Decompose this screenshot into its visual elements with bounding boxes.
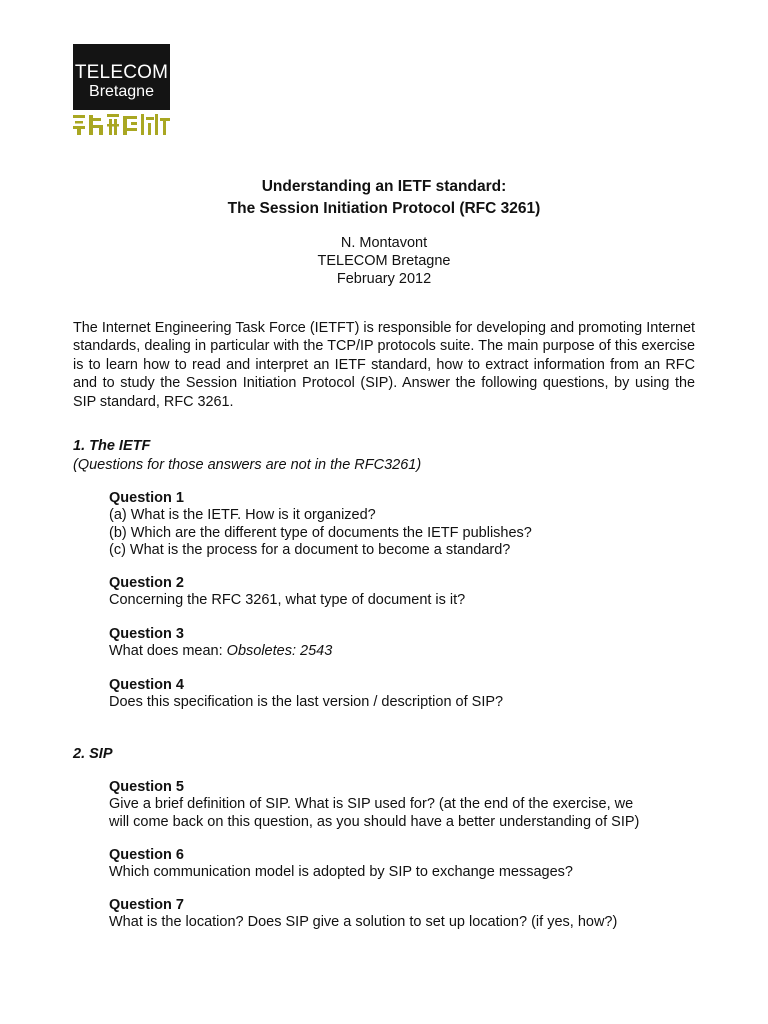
question-5 (109, 778, 709, 831)
question-line: (c) What is the process for a document to become a standard? (109, 542, 511, 558)
question-2 (109, 574, 709, 610)
obsoletes-reference: Obsoletes: 2543 (226, 643, 333, 659)
logo-line2: Bretagne (89, 83, 154, 100)
question-line: Which communication model is adopted by SIP to exchange messages? (109, 864, 573, 880)
question-line: (a) What is the IETF. How is it organized? (109, 507, 376, 523)
author-block (0, 234, 768, 288)
question-7 (109, 896, 709, 932)
question-line (109, 643, 709, 661)
author-institution: TELECOM Bretagne (317, 253, 451, 269)
question-title: Question 1 (109, 490, 184, 506)
logo-line1: TELECOM (74, 62, 169, 83)
title-line-2: The Session Initiation Protocol (RFC 3261) (227, 200, 541, 217)
question-6 (109, 846, 709, 882)
author-name: N. Montavont (340, 235, 428, 251)
document-date: February 2012 (336, 271, 432, 287)
question-line: Does this specification is the last version / description of SIP? (109, 694, 504, 710)
telecom-bretagne-logo (73, 44, 170, 136)
question-line: What is the location? Does SIP give a solution to set up location? (if yes, how?) (109, 914, 618, 930)
intro-paragraph: The Internet Engineering Task Force (IETFT) is responsible for developing and promoting Internet standards, dealing in particular with the TCP/IP protocols suite. The main purpose of this exercise is to learn how to read and interpret an IETF standard, how to extract information from an RFC and to study the Session Initiation Protocol (SIP). Answer the following questions, by using the SIP standard, RFC 3261. (73, 320, 695, 410)
section-1-note: (Questions for those answers are not in the RFC3261) (73, 457, 422, 473)
question-title: Question 4 (109, 677, 184, 693)
question-title: Question 5 (109, 779, 184, 795)
section-2-heading: 2. SIP (73, 746, 113, 762)
question-title: Question 6 (109, 847, 184, 863)
question-line: will come back on this question, as you should have a better understanding of SIP) (109, 813, 640, 830)
question-line: (b) Which are the different type of documents the IETF publishes? (109, 524, 532, 541)
question-title: Question 2 (109, 575, 184, 591)
question-line: Concerning the RFC 3261, what type of document is it? (109, 592, 466, 608)
section-1-heading: 1. The IETF (73, 438, 151, 454)
question-title: Question 7 (109, 897, 184, 913)
question-title: Question 3 (109, 626, 184, 642)
question-line: Give a brief definition of SIP. What is SIP used for? (at the end of the exercise, we (109, 796, 634, 812)
question-4 (109, 676, 709, 712)
question-3 (109, 625, 709, 661)
question-text: What does mean: (109, 643, 227, 659)
logo-glyph-band-icon (73, 114, 170, 136)
logo-box (73, 44, 170, 110)
document-title (0, 176, 768, 220)
title-line-1: Understanding an IETF standard: (261, 178, 507, 195)
question-1 (109, 489, 709, 560)
